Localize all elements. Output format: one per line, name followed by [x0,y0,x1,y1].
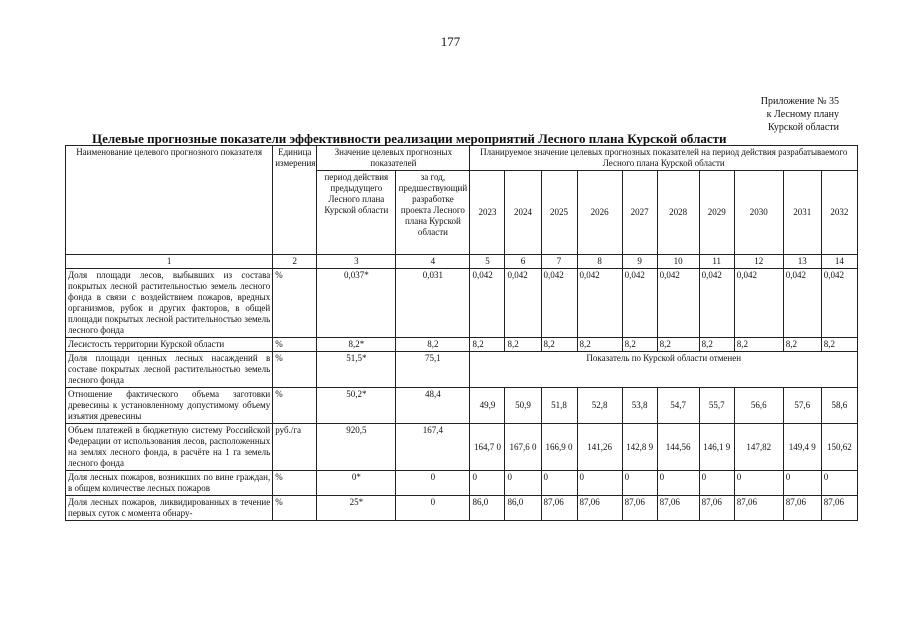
year-value: 58,6 [821,388,857,424]
year-value: 53,8 [622,388,657,424]
table-row [66,496,858,521]
header-unit: Единица измерения [273,146,317,255]
year-value: 8,2 [505,338,541,352]
table-row [66,338,858,352]
indicator-unit: % [273,338,317,352]
header-target-values: Значение целевых прогнозных показателей [317,146,470,171]
year-value: 8,2 [622,338,657,352]
year-value: 87,06 [821,496,857,521]
year-value: 149,4 9 [783,424,821,471]
header-year: 2023 [470,171,505,255]
indicator-name: Доля площади лесов, выбывших из состава покрытых лесной растительностью земель лесного фонда в связи с воздействием пожаров, вредных организмов, рубок и других факторов, в общей площади покрытых лесной растительностью земель лесного фонда [66,269,273,338]
indicator-unit: % [273,352,317,388]
year-value: 8,2 [541,338,577,352]
header-row [66,146,858,171]
year-value: 0 [577,471,622,496]
column-number: 6 [505,255,541,269]
header-year: 2032 [821,171,857,255]
document-title: Целевые прогнозные показатели эффективности реализации мероприятий Лесного плана Курской области [92,131,727,146]
column-number: 9 [622,255,657,269]
year-value: 141,26 [577,424,622,471]
header-year: 2026 [577,171,622,255]
year-value: 167,6 0 [505,424,541,471]
year-value: 150,62 [821,424,857,471]
appendix-note [761,95,839,134]
header-year: 2029 [699,171,734,255]
header-year: 2028 [657,171,699,255]
indicators-table [65,145,858,521]
column-number: 3 [317,255,396,269]
year-value: 8,2 [577,338,622,352]
table-row [66,424,858,471]
year-value: 57,6 [783,388,821,424]
year-value: 164,7 0 [470,424,505,471]
header-year: 2025 [541,171,577,255]
year-value: 87,06 [657,496,699,521]
prev-period-value: 0,037* [317,269,396,338]
year-value: 87,06 [622,496,657,521]
year-value: 0 [622,471,657,496]
year-value: 87,06 [783,496,821,521]
column-number: 14 [821,255,857,269]
year-value: 8,2 [734,338,783,352]
column-number: 7 [541,255,577,269]
prev-period-value: 920,5 [317,424,396,471]
year-value: 0,042 [541,269,577,338]
column-number-row [66,255,858,269]
year-value: 0,042 [505,269,541,338]
appendix-line: Приложение № 35 [760,96,839,107]
column-number: 10 [657,255,699,269]
year-value: 0 [505,471,541,496]
year-value: 0 [783,471,821,496]
prev-year-value: 48,4 [396,388,470,424]
year-value: 0 [734,471,783,496]
appendix-line: Курской области [768,122,839,133]
indicator-name: Доля лесных пожаров, возникших по вине граждан, в общем количестве лесных пожаров [66,471,273,496]
prev-year-value: 8,2 [396,338,470,352]
indicator-name: Доля площади ценных лесных насаждений в составе покрытых лесной растительностью земель лесного фонда [66,352,273,388]
year-value: 87,06 [734,496,783,521]
year-value: 87,06 [577,496,622,521]
year-value: 86,0 [470,496,505,521]
indicator-unit: руб./га [273,424,317,471]
header-prev-period: период действия предыдущего Лесного плана Курской области [317,171,396,255]
year-value: 0,042 [657,269,699,338]
year-value: 8,2 [821,338,857,352]
year-value: 0,042 [622,269,657,338]
prev-year-value: 167,4 [396,424,470,471]
year-value: 51,8 [541,388,577,424]
year-value: 0,042 [577,269,622,338]
table-row [66,471,858,496]
header-name: Наименование целевого прогнозного показателя [66,146,273,255]
year-value: 0,042 [821,269,857,338]
year-value: 56,6 [734,388,783,424]
year-value: 147,82 [734,424,783,471]
prev-period-value: 0* [317,471,396,496]
indicator-unit: % [273,388,317,424]
indicator-name: Доля лесных пожаров, ликвидированных в течение первых суток с момента обнару- [66,496,273,521]
year-value: 0,042 [699,269,734,338]
table-row [66,352,858,388]
header-year: 2027 [622,171,657,255]
year-value: 8,2 [699,338,734,352]
year-value: 0 [470,471,505,496]
year-value: 8,2 [470,338,505,352]
year-value: 54,7 [657,388,699,424]
column-number: 12 [734,255,783,269]
indicator-name: Лесистость территории Курской области [66,338,273,352]
year-value: 166,9 0 [541,424,577,471]
year-value: 0 [541,471,577,496]
year-value: 52,8 [577,388,622,424]
column-number: 13 [783,255,821,269]
cancelled-note: Показатель по Курской области отменен [470,352,858,388]
appendix-line: к Лесному плану [766,109,839,120]
column-number: 8 [577,255,622,269]
year-value: 87,06 [699,496,734,521]
prev-year-value: 0,031 [396,269,470,338]
header-prev-year: за год, предшествующий разработке проекта Лесного плана Курской области [396,171,470,255]
year-value: 0,042 [783,269,821,338]
prev-year-value: 0 [396,496,470,521]
year-value: 146,1 9 [699,424,734,471]
year-value: 0 [699,471,734,496]
year-value: 87,06 [541,496,577,521]
year-value: 86,0 [505,496,541,521]
year-value: 55,7 [699,388,734,424]
table-row [66,388,858,424]
column-number: 11 [699,255,734,269]
year-value: 49,9 [470,388,505,424]
column-number: 4 [396,255,470,269]
header-year: 2030 [734,171,783,255]
year-value: 0 [821,471,857,496]
year-value: 0,042 [734,269,783,338]
column-number: 1 [66,255,273,269]
column-number: 5 [470,255,505,269]
prev-year-value: 0 [396,471,470,496]
table-row [66,269,858,338]
header-year: 2031 [783,171,821,255]
page-number: 177 [440,34,461,49]
prev-period-value: 50,2* [317,388,396,424]
year-value: 50,9 [505,388,541,424]
year-value: 0 [657,471,699,496]
prev-period-value: 8,2* [317,338,396,352]
header-planned: Планируемое значение целевых прогнозных показателей на период действия разрабатываемого Лесного плана Курской области [470,146,858,171]
year-value: 144,56 [657,424,699,471]
prev-period-value: 51,5* [317,352,396,388]
indicator-unit: % [273,496,317,521]
indicator-unit: % [273,471,317,496]
year-value: 0,042 [470,269,505,338]
prev-period-value: 25* [317,496,396,521]
year-value: 8,2 [657,338,699,352]
column-number: 2 [273,255,317,269]
indicator-unit: % [273,269,317,338]
indicator-name: Отношение фактического объема заготовки древесины к установленному допустимому объему изъятия древесины [66,388,273,424]
prev-year-value: 75,1 [396,352,470,388]
indicator-name: Объем платежей в бюджетную систему Российской Федерации от использования лесов, расположенных на землях лесного фонда, в расчёте на 1 га земель лесного фонда [66,424,273,471]
year-value: 142,8 9 [622,424,657,471]
header-year: 2024 [505,171,541,255]
year-value: 8,2 [783,338,821,352]
